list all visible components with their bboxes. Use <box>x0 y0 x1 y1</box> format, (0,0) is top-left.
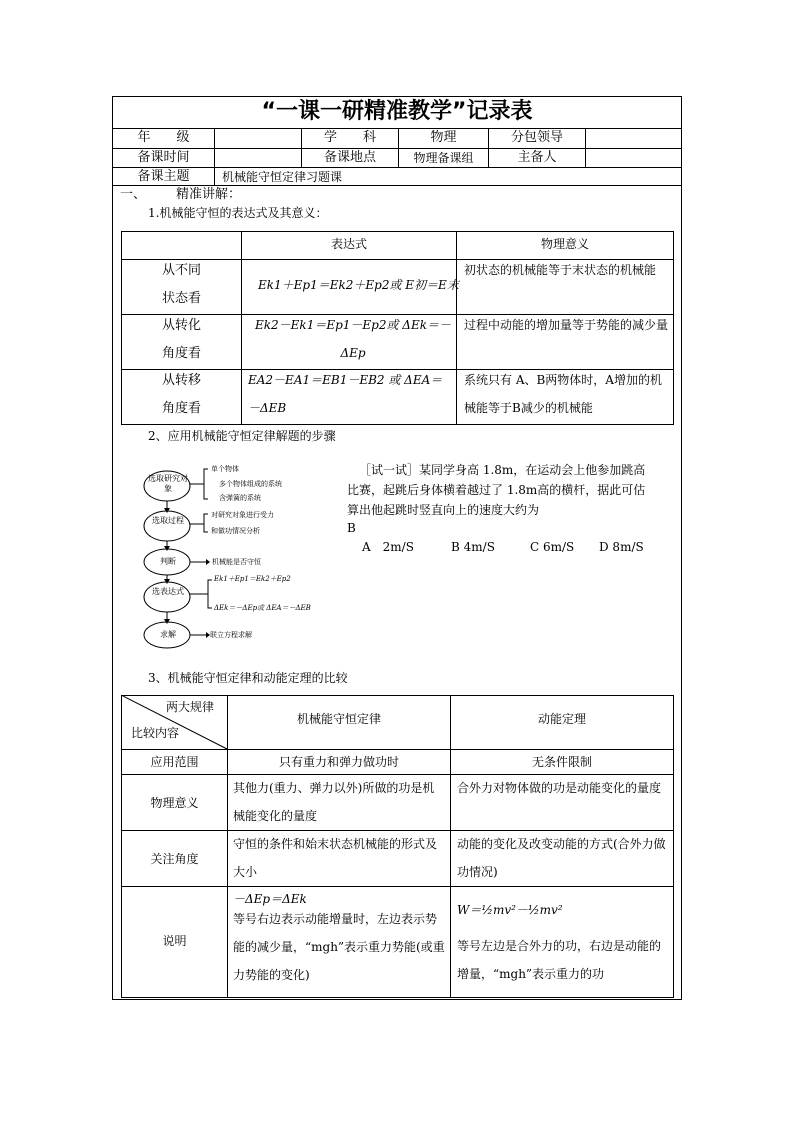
section-heading: 精准讲解： <box>176 187 242 202</box>
header-vline <box>585 128 586 167</box>
table1-expr: Ek2－Ek1＝Ep1－Ep2或 ΔEk＝－ΔEp <box>255 318 451 360</box>
flow-step-label: 选取研究对象 <box>148 474 188 493</box>
table1-view: 从不同 <box>161 263 201 278</box>
subsection-3-title: 3、机械能守恒定律和动能定理的比较 <box>148 671 348 685</box>
table2-row-label: 关注角度 <box>150 852 199 866</box>
table2-cell-a: 只有重力和弹力做功时 <box>278 755 399 769</box>
try-it-option[interactable]: A 2m/S <box>362 540 414 554</box>
table2-cell-b: 合外力对物体做的功是动能变化的量度 <box>457 781 662 795</box>
topic-value[interactable]: 机械能守恒定律习题课 <box>222 170 343 184</box>
main-label: 主备人 <box>517 150 557 165</box>
subsection-2-title: 2、应用机械能守恒定律解题的步骤 <box>148 429 336 443</box>
table1-view: 角度看 <box>161 346 201 361</box>
flow-note: 多个物体组成的系统 <box>219 480 282 488</box>
frame-right <box>681 96 682 1000</box>
table2-formula-a: －ΔEp＝ΔEk <box>233 892 307 906</box>
table2-cell-b: 动能的变化及改变动能的方式(合外力做功情况) <box>457 837 666 879</box>
header-line <box>112 148 682 149</box>
place-value[interactable]: 物理备课组 <box>413 151 474 165</box>
flow-note: ΔEk＝－ΔEp或 ΔEA＝－ΔEB <box>214 604 311 612</box>
table2-row-label: 物理意义 <box>150 796 199 810</box>
table1-line <box>121 231 674 232</box>
section-number: 一、 <box>120 187 147 202</box>
topic-label: 备课主题 <box>137 169 190 184</box>
table1-vline <box>456 231 457 425</box>
table2-vline <box>673 695 674 998</box>
table1-header-meaning: 物理意义 <box>540 237 589 251</box>
table1-header-expr: 表达式 <box>330 237 367 251</box>
table1-meaning: 初状态的机械能等于末状态的机械能 <box>464 263 657 277</box>
table2-row-label: 应用范围 <box>150 755 199 769</box>
header-vline <box>214 128 215 185</box>
table2-cell-b: 等号左边是合外力的功，右边是动能的增量，“mgh”表示重力的功 <box>457 939 662 981</box>
table2-header-a: 机械能守恒定律 <box>296 712 381 726</box>
flow-step-label: 判断 <box>160 557 176 566</box>
table2-vline <box>450 695 451 998</box>
table2-cell-a: 守恒的条件和始末状态机械能的形式及大小 <box>233 837 438 879</box>
flow-note: Ek1＋Ep1＝Ek2＋Ep2 <box>214 575 291 583</box>
table1-vline <box>673 231 674 425</box>
header-line <box>112 167 682 168</box>
time-label: 备课时间 <box>137 150 190 165</box>
header-line <box>112 128 682 129</box>
page-title: “一课一研精准教学”记录表 <box>261 99 533 124</box>
table1-expr: Ek1＋Ep1＝Ek2＋Ep2或 E初＝E末 <box>258 278 459 292</box>
table2-cell-a: 其他力(重力、弹力以外)所做的功是机械能变化的量度 <box>233 781 435 823</box>
table1-meaning: 系统只有 A、B两物体时，A增加的机械能等于B减少的机械能 <box>464 373 662 415</box>
table1-view: 状态看 <box>161 291 201 306</box>
flow-step-label: 选取过程 <box>152 516 184 525</box>
table2-line <box>121 886 674 887</box>
flow-note: 和做功情况分析 <box>211 527 260 535</box>
table1-expr: EA2－EA1＝EB1－EB2 或 ΔEA＝－ΔEB <box>248 373 443 415</box>
flow-step-label: 选表达式 <box>152 587 184 596</box>
header-line <box>112 185 682 186</box>
table1-meaning: 过程中动能的增加量等于势能的减少量 <box>464 318 669 332</box>
table1-vline <box>241 231 242 425</box>
flow-note: 对研究对象进行受力 <box>211 511 274 519</box>
try-it-question: ［试一试］某同学身高 1.8m，在运动会上他参加跳高比赛，起跳后身体横着越过了 1.8m高的横杆，据此可估算出他起跳时竖直向上的速度大约为 <box>347 463 646 517</box>
table2-formula-b: W＝½mv²－½mv² <box>457 903 563 917</box>
flow-note: 机械能是否守恒 <box>212 558 261 566</box>
subject-label: 学 科 <box>323 130 376 145</box>
table1-view: 角度看 <box>161 401 201 416</box>
try-it-option[interactable]: D 8m/S <box>599 540 644 554</box>
flow-step-label: 求解 <box>160 630 176 639</box>
subject-value[interactable]: 物理 <box>430 130 457 145</box>
try-it-option[interactable]: C 6m/S <box>530 540 575 554</box>
table2-corner-top: 两大规律 <box>166 700 215 714</box>
subsection-1-title: 1.机械能守恒的表达式及其意义： <box>148 206 328 220</box>
table1-view: 从转化 <box>161 318 201 333</box>
place-label: 备课地点 <box>323 150 376 165</box>
table2-cell-b: 无条件限制 <box>531 755 592 769</box>
table2-corner-bottom: 比较内容 <box>131 726 180 740</box>
table2-row-label: 说明 <box>162 934 187 948</box>
table1-line <box>121 424 674 425</box>
table2-line <box>121 997 674 998</box>
frame-left <box>112 96 113 1000</box>
flow-note: 单个物体 <box>211 465 239 473</box>
frame-bottom <box>112 999 682 1000</box>
table2-header-b: 动能定理 <box>537 712 586 726</box>
flow-note: 含弹簧的系统 <box>219 494 261 502</box>
leader-label: 分包领导 <box>510 130 563 145</box>
try-it-answer: B <box>347 521 356 535</box>
grade-label: 年 级 <box>137 130 190 145</box>
table1-view: 从转移 <box>161 373 201 388</box>
try-it-option[interactable]: B 4m/S <box>451 540 495 554</box>
flow-note: 联立方程求解 <box>210 631 252 639</box>
table2-cell-a: 等号右边表示动能增量时，左边表示势能的减少量，“mgh”表示重力势能(或重力势能的变化) <box>233 912 445 982</box>
